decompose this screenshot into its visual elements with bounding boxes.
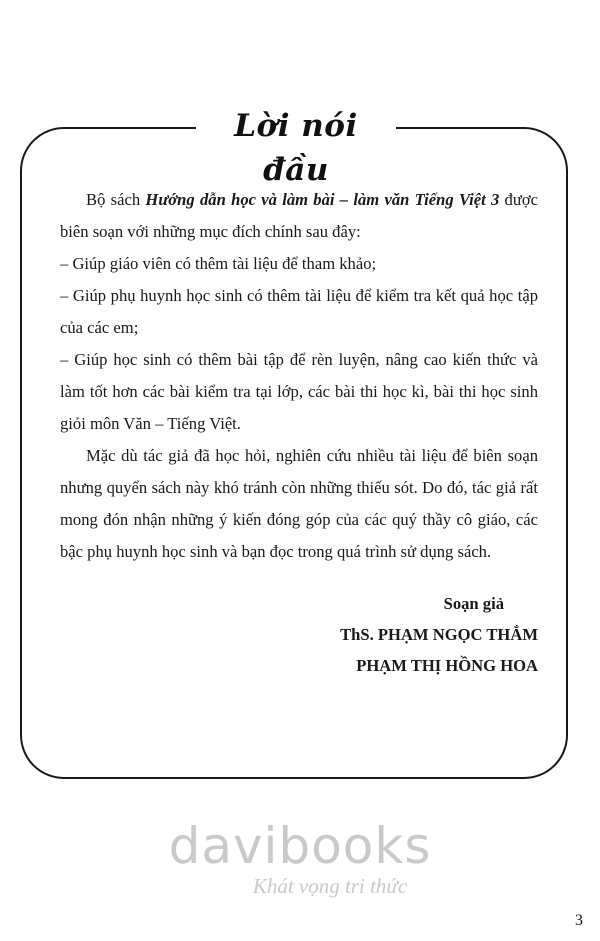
watermark-brand: davibooks	[168, 817, 432, 875]
intro-paragraph	[60, 184, 538, 248]
preface-body	[60, 184, 538, 568]
publisher-watermark	[150, 818, 450, 898]
book-title: Hướng dẫn học và làm bài – làm văn Tiếng Việt 3	[145, 190, 500, 209]
author-name: PHẠM THỊ HỒNG HOA	[356, 656, 538, 675]
purpose-item: – Giúp giáo viên có thêm tài liệu để tham khảo;	[60, 254, 377, 273]
signature-block	[340, 588, 538, 681]
watermark-tagline: Khát vọng tri thức	[252, 874, 408, 898]
purpose-item: – Giúp phụ huynh học sinh có thêm tài liệu để kiểm tra kết quả học tập của các em;	[60, 286, 538, 337]
page-number: 3	[575, 912, 583, 929]
signature-role: Soạn giả	[443, 594, 504, 613]
closing-paragraph: Mặc dù tác giả đã học hỏi, nghiên cứu nhiều tài liệu để biên soạn nhưng quyển sách này khó tránh còn những thiếu sót. Do đó, tác giả rất mong đón nhận những ý kiến đóng góp của các quý thầy cô giáo, các bậc phụ huynh học sinh và bạn đọc trong quá trình sử dụng sách.	[60, 446, 538, 561]
author-name: ThS. PHẠM NGỌC THẮM	[340, 625, 538, 644]
purpose-item: – Giúp học sinh có thêm bài tập để rèn luyện, nâng cao kiến thức và làm tốt hơn các bài kiểm tra tại lớp, các bài thi học kì, bài thi học sinh giỏi môn Văn – Tiếng Việt.	[60, 350, 538, 433]
intro-prefix: Bộ sách	[86, 190, 146, 209]
page-title: Lời nói đầu	[234, 108, 358, 188]
intro-suffix: được biên soạn với những mục đích chính sau đây:	[60, 190, 538, 241]
title-banner	[196, 104, 396, 188]
